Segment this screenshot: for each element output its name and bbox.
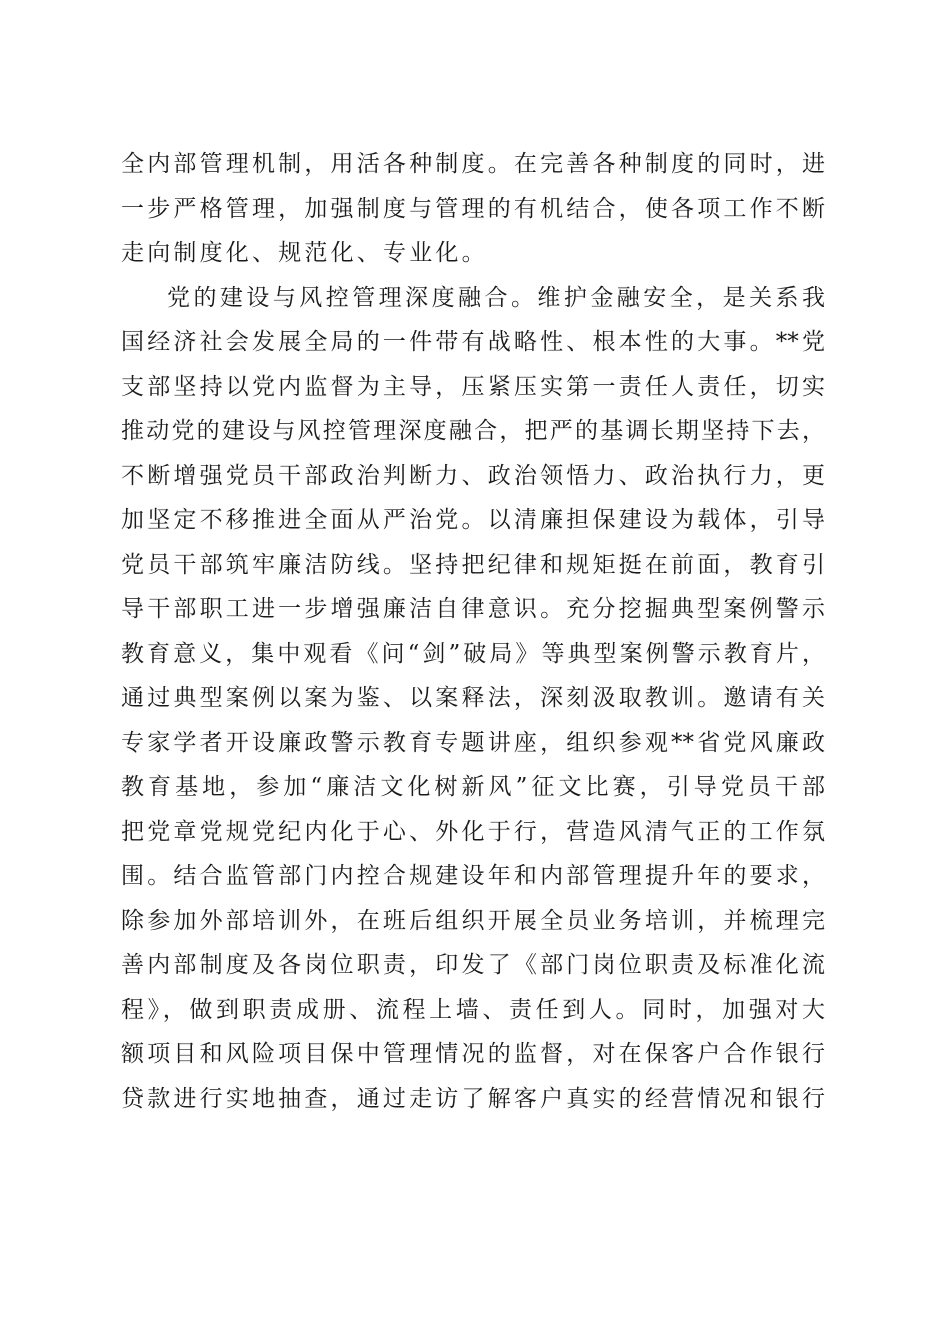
text-line: 教育基地，参加“廉洁文化树新风”征文比赛，引导党员干部 — [121, 774, 825, 800]
text-line: 不断增强党员干部政治判断力、政治领悟力、政治执行力，更 — [121, 462, 825, 489]
text-line: 一步严格管理，加强制度与管理的有机结合，使各项工作不断 — [121, 195, 825, 222]
text-line: 支部坚持以党内监督为主导，压紧压实第一责任人责任，切实 — [121, 373, 825, 400]
text-line: 贷款进行实地抽查，通过走访了解客户真实的经营情况和银行 — [121, 1085, 825, 1112]
paragraph — [121, 276, 825, 1122]
text-line: 程》，做到职责成册、流程上墙、责任到人。同时，加强对大 — [121, 996, 825, 1023]
text-line: 围。结合监管部门内控合规建设年和内部管理提升年的要求， — [121, 863, 825, 889]
text-line: 导干部职工进一步增强廉洁自律意识。充分挖掘典型案例警示 — [121, 596, 825, 622]
text-line: 走向制度化、规范化、专业化。 — [121, 240, 488, 266]
text-line: 善内部制度及各岗位职责，印发了《部门岗位职责及标准化流 — [121, 952, 825, 978]
text-line: 通过典型案例以案为鉴、以案释法，深刻汲取教训。邀请有关 — [121, 685, 825, 711]
text-line: 把党章党规党纪内化于心、外化于行，营造风清气正的工作氛 — [121, 818, 825, 845]
text-line: 额项目和风险项目保中管理情况的监督，对在保客户合作银行 — [121, 1041, 825, 1067]
text-line: 党员干部筑牢廉洁防线。坚持把纪律和规矩挺在前面，教育引 — [121, 551, 825, 578]
text-line: 加坚定不移推进全面从严治党。以清廉担保建设为载体，引导 — [121, 507, 825, 533]
body-text — [121, 142, 825, 1121]
paragraph — [121, 142, 825, 276]
text-line: 教育意义，集中观看《问“剑”破局》等典型案例警示教育片， — [121, 640, 825, 667]
text-line: 党的建设与风控管理深度融合。维护金融安全，是关系我 — [167, 284, 825, 311]
text-line: 除参加外部培训外，在班后组织开展全员业务培训，并梳理完 — [121, 907, 825, 934]
text-line: 推动党的建设与风控管理深度融合，把严的基调长期坚持下去， — [121, 418, 825, 444]
text-line: 国经济社会发展全局的一件带有战略性、根本性的大事。**党 — [121, 329, 825, 355]
text-line: 全内部管理机制，用活各种制度。在完善各种制度的同时，进 — [121, 151, 825, 177]
text-line: 专家学者开设廉政警示教育专题讲座，组织参观**省党风廉政 — [121, 729, 825, 756]
